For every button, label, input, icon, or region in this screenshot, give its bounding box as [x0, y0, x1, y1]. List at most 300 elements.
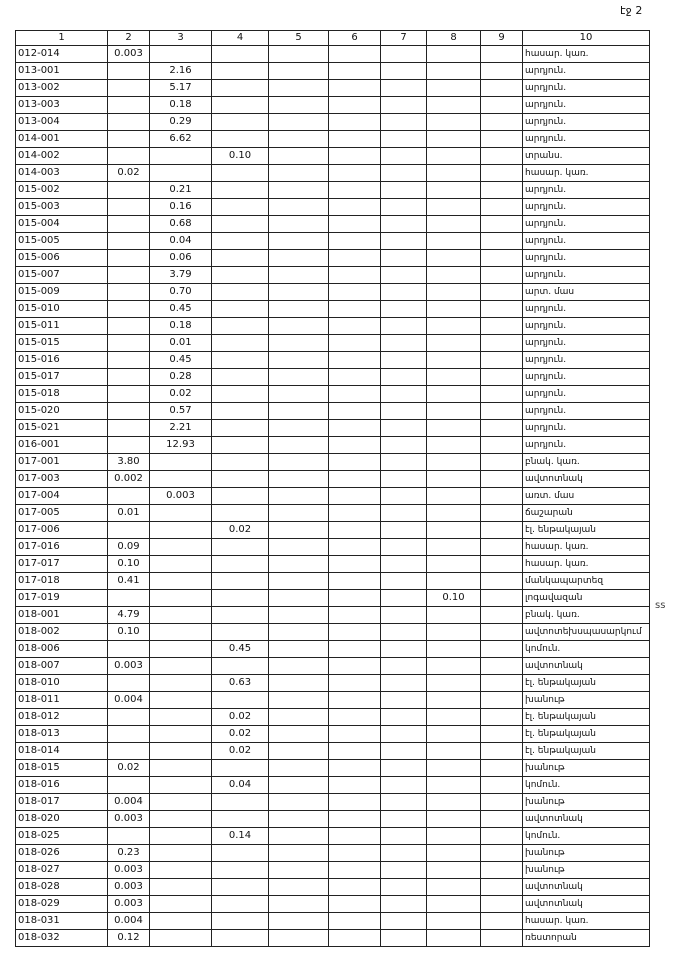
parcel-code-cell: 018-014	[16, 743, 108, 760]
value-cell-col-2	[108, 97, 150, 114]
value-cell-col-4: 0.02	[212, 726, 269, 743]
value-cell-col-9	[481, 709, 523, 726]
table-row	[16, 284, 650, 301]
value-cell-col-2: 0.41	[108, 573, 150, 590]
parcel-code-cell: 018-012	[16, 709, 108, 726]
value-cell-col-7	[381, 573, 427, 590]
table-row	[16, 216, 650, 233]
value-cell-col-3: 6.62	[150, 131, 212, 148]
value-cell-col-9	[481, 369, 523, 386]
value-cell-col-6	[329, 216, 381, 233]
value-cell-col-4: 0.04	[212, 777, 269, 794]
value-cell-col-3: 0.21	[150, 182, 212, 199]
value-cell-col-5	[269, 879, 329, 896]
value-cell-col-2: 0.09	[108, 539, 150, 556]
value-cell-col-9	[481, 284, 523, 301]
parcel-code-cell: 013-001	[16, 63, 108, 80]
usage-cell: արդյուն.	[523, 420, 650, 437]
value-cell-col-4	[212, 199, 269, 216]
value-cell-col-4	[212, 182, 269, 199]
parcel-code-cell: 018-025	[16, 828, 108, 845]
usage-cell: արդյուն.	[523, 233, 650, 250]
value-cell-col-5	[269, 199, 329, 216]
value-cell-col-6	[329, 454, 381, 471]
value-cell-col-6	[329, 811, 381, 828]
value-cell-col-2	[108, 131, 150, 148]
value-cell-col-3	[150, 879, 212, 896]
value-cell-col-4	[212, 216, 269, 233]
land-table	[15, 30, 650, 947]
column-header-4: 4	[212, 31, 269, 46]
value-cell-col-3	[150, 641, 212, 658]
value-cell-col-4: 0.63	[212, 675, 269, 692]
table-row	[16, 641, 650, 658]
usage-cell: արդյուն.	[523, 403, 650, 420]
value-cell-col-9	[481, 80, 523, 97]
value-cell-col-9	[481, 743, 523, 760]
usage-cell: արդյուն.	[523, 97, 650, 114]
table-row	[16, 131, 650, 148]
value-cell-col-3	[150, 590, 212, 607]
value-cell-col-7	[381, 726, 427, 743]
value-cell-col-6	[329, 301, 381, 318]
value-cell-col-2	[108, 641, 150, 658]
header-row	[16, 31, 650, 46]
table-row	[16, 267, 650, 284]
value-cell-col-8	[427, 624, 481, 641]
value-cell-col-2: 0.003	[108, 658, 150, 675]
usage-cell: արդյուն.	[523, 267, 650, 284]
value-cell-col-8	[427, 930, 481, 947]
table-row	[16, 80, 650, 97]
usage-cell: հասար. կառ.	[523, 165, 650, 182]
value-cell-col-6	[329, 488, 381, 505]
column-header-7: 7	[381, 31, 427, 46]
value-cell-col-9	[481, 148, 523, 165]
value-cell-col-9	[481, 862, 523, 879]
value-cell-col-8	[427, 403, 481, 420]
parcel-code-cell: 018-011	[16, 692, 108, 709]
value-cell-col-5	[269, 828, 329, 845]
table-row	[16, 420, 650, 437]
value-cell-col-3	[150, 573, 212, 590]
value-cell-col-8	[427, 896, 481, 913]
value-cell-col-3	[150, 658, 212, 675]
value-cell-col-4	[212, 63, 269, 80]
parcel-code-cell: 018-001	[16, 607, 108, 624]
value-cell-col-9	[481, 352, 523, 369]
value-cell-col-8	[427, 471, 481, 488]
usage-cell: արդյուն.	[523, 369, 650, 386]
value-cell-col-6	[329, 505, 381, 522]
value-cell-col-4	[212, 233, 269, 250]
value-cell-col-6	[329, 658, 381, 675]
table-row	[16, 46, 650, 63]
value-cell-col-3: 0.04	[150, 233, 212, 250]
table-row	[16, 505, 650, 522]
value-cell-col-3: 12.93	[150, 437, 212, 454]
table-row	[16, 165, 650, 182]
value-cell-col-4	[212, 913, 269, 930]
value-cell-col-3: 0.45	[150, 352, 212, 369]
value-cell-col-7	[381, 641, 427, 658]
value-cell-col-6	[329, 726, 381, 743]
value-cell-col-5	[269, 80, 329, 97]
value-cell-col-4	[212, 46, 269, 63]
column-header-9: 9	[481, 31, 523, 46]
value-cell-col-9	[481, 522, 523, 539]
table-row	[16, 862, 650, 879]
column-header-5: 5	[269, 31, 329, 46]
parcel-code-cell: 015-020	[16, 403, 108, 420]
value-cell-col-6	[329, 165, 381, 182]
usage-cell: էլ. ենթակայան	[523, 709, 650, 726]
parcel-code-cell: 015-021	[16, 420, 108, 437]
value-cell-col-8	[427, 114, 481, 131]
table-row	[16, 794, 650, 811]
value-cell-col-5	[269, 505, 329, 522]
column-header-1: 1	[16, 31, 108, 46]
value-cell-col-4	[212, 692, 269, 709]
table-row	[16, 369, 650, 386]
value-cell-col-7	[381, 80, 427, 97]
parcel-code-cell: 017-006	[16, 522, 108, 539]
value-cell-col-9	[481, 420, 523, 437]
value-cell-col-8	[427, 80, 481, 97]
table-row	[16, 539, 650, 556]
usage-cell: կոմուն.	[523, 641, 650, 658]
parcel-code-cell: 018-017	[16, 794, 108, 811]
value-cell-col-5	[269, 216, 329, 233]
value-cell-col-5	[269, 420, 329, 437]
value-cell-col-4	[212, 454, 269, 471]
table-row	[16, 301, 650, 318]
value-cell-col-6	[329, 573, 381, 590]
value-cell-col-7	[381, 148, 427, 165]
value-cell-col-6	[329, 352, 381, 369]
usage-cell: տրանս.	[523, 148, 650, 165]
table-row	[16, 199, 650, 216]
value-cell-col-6	[329, 845, 381, 862]
value-cell-col-2: 0.003	[108, 879, 150, 896]
value-cell-col-9	[481, 454, 523, 471]
value-cell-col-5	[269, 250, 329, 267]
value-cell-col-6	[329, 148, 381, 165]
value-cell-col-6	[329, 46, 381, 63]
value-cell-col-3	[150, 930, 212, 947]
value-cell-col-3	[150, 505, 212, 522]
value-cell-col-8	[427, 573, 481, 590]
usage-cell: արդյուն.	[523, 335, 650, 352]
value-cell-col-3	[150, 811, 212, 828]
value-cell-col-5	[269, 97, 329, 114]
value-cell-col-3	[150, 148, 212, 165]
value-cell-col-5	[269, 896, 329, 913]
parcel-code-cell: 017-019	[16, 590, 108, 607]
value-cell-col-4	[212, 488, 269, 505]
value-cell-col-6	[329, 590, 381, 607]
value-cell-col-6	[329, 63, 381, 80]
value-cell-col-2	[108, 233, 150, 250]
value-cell-col-6	[329, 607, 381, 624]
usage-cell: խանութ	[523, 760, 650, 777]
value-cell-col-8	[427, 522, 481, 539]
value-cell-col-8	[427, 420, 481, 437]
usage-cell: ռեստորան	[523, 930, 650, 947]
value-cell-col-9	[481, 301, 523, 318]
value-cell-col-9	[481, 879, 523, 896]
usage-cell: հասար. կառ.	[523, 913, 650, 930]
value-cell-col-3	[150, 845, 212, 862]
value-cell-col-4	[212, 114, 269, 131]
parcel-code-cell: 015-016	[16, 352, 108, 369]
value-cell-col-3: 0.16	[150, 199, 212, 216]
value-cell-col-6	[329, 369, 381, 386]
table-row	[16, 386, 650, 403]
table-row	[16, 760, 650, 777]
value-cell-col-2	[108, 403, 150, 420]
value-cell-col-2: 0.003	[108, 811, 150, 828]
parcel-code-cell: 014-001	[16, 131, 108, 148]
value-cell-col-9	[481, 318, 523, 335]
table-row	[16, 454, 650, 471]
usage-cell: խանութ	[523, 692, 650, 709]
value-cell-col-5	[269, 114, 329, 131]
table-row	[16, 250, 650, 267]
value-cell-col-9	[481, 573, 523, 590]
value-cell-col-2	[108, 777, 150, 794]
value-cell-col-2: 0.01	[108, 505, 150, 522]
value-cell-col-6	[329, 80, 381, 97]
parcel-code-cell: 015-011	[16, 318, 108, 335]
parcel-code-cell: 015-004	[16, 216, 108, 233]
value-cell-col-6	[329, 267, 381, 284]
value-cell-col-7	[381, 624, 427, 641]
table-row	[16, 437, 650, 454]
usage-cell: էլ. ենթակայան	[523, 675, 650, 692]
value-cell-col-7	[381, 46, 427, 63]
value-cell-col-5	[269, 131, 329, 148]
table-row	[16, 488, 650, 505]
value-cell-col-7	[381, 930, 427, 947]
parcel-code-cell: 015-010	[16, 301, 108, 318]
value-cell-col-8	[427, 267, 481, 284]
value-cell-col-7	[381, 709, 427, 726]
value-cell-col-7	[381, 471, 427, 488]
value-cell-col-4	[212, 80, 269, 97]
value-cell-col-8	[427, 692, 481, 709]
table-row	[16, 709, 650, 726]
value-cell-col-7	[381, 165, 427, 182]
value-cell-col-5	[269, 675, 329, 692]
usage-cell: էլ. ենթակայան	[523, 522, 650, 539]
value-cell-col-3	[150, 777, 212, 794]
value-cell-col-8	[427, 131, 481, 148]
value-cell-col-7	[381, 760, 427, 777]
value-cell-col-6	[329, 97, 381, 114]
value-cell-col-8	[427, 828, 481, 845]
parcel-code-cell: 017-017	[16, 556, 108, 573]
value-cell-col-2: 0.003	[108, 46, 150, 63]
value-cell-col-2: 0.003	[108, 896, 150, 913]
value-cell-col-3	[150, 794, 212, 811]
value-cell-col-3: 0.68	[150, 216, 212, 233]
value-cell-col-2	[108, 80, 150, 97]
parcel-code-cell: 018-029	[16, 896, 108, 913]
value-cell-col-7	[381, 556, 427, 573]
value-cell-col-6	[329, 675, 381, 692]
value-cell-col-7	[381, 420, 427, 437]
parcel-code-cell: 018-006	[16, 641, 108, 658]
table-row	[16, 896, 650, 913]
value-cell-col-4	[212, 420, 269, 437]
value-cell-col-3	[150, 624, 212, 641]
parcel-code-cell: 018-010	[16, 675, 108, 692]
column-header-8: 8	[427, 31, 481, 46]
value-cell-col-2	[108, 437, 150, 454]
value-cell-col-6	[329, 318, 381, 335]
usage-cell: արդյուն.	[523, 352, 650, 369]
value-cell-col-8	[427, 199, 481, 216]
value-cell-col-5	[269, 590, 329, 607]
value-cell-col-6	[329, 471, 381, 488]
value-cell-col-8	[427, 369, 481, 386]
value-cell-col-4	[212, 403, 269, 420]
parcel-code-cell: 015-003	[16, 199, 108, 216]
table-row	[16, 403, 650, 420]
value-cell-col-4	[212, 811, 269, 828]
value-cell-col-8	[427, 216, 481, 233]
value-cell-col-5	[269, 913, 329, 930]
value-cell-col-9	[481, 607, 523, 624]
value-cell-col-8	[427, 165, 481, 182]
value-cell-col-6	[329, 522, 381, 539]
value-cell-col-2: 4.79	[108, 607, 150, 624]
value-cell-col-2: 0.003	[108, 862, 150, 879]
table-row	[16, 97, 650, 114]
value-cell-col-8	[427, 284, 481, 301]
usage-cell: խանութ	[523, 794, 650, 811]
value-cell-col-2	[108, 743, 150, 760]
value-cell-col-8	[427, 658, 481, 675]
usage-cell: լոգավազան	[523, 590, 650, 607]
value-cell-col-4	[212, 301, 269, 318]
table-row	[16, 63, 650, 80]
value-cell-col-5	[269, 335, 329, 352]
value-cell-col-7	[381, 182, 427, 199]
value-cell-col-7	[381, 811, 427, 828]
value-cell-col-7	[381, 743, 427, 760]
usage-cell: արդյուն.	[523, 80, 650, 97]
column-header-6: 6	[329, 31, 381, 46]
value-cell-col-5	[269, 539, 329, 556]
parcel-code-cell: 012-014	[16, 46, 108, 63]
value-cell-col-8	[427, 352, 481, 369]
value-cell-col-4	[212, 624, 269, 641]
usage-cell: հասար. կառ.	[523, 539, 650, 556]
value-cell-col-7	[381, 539, 427, 556]
value-cell-col-3	[150, 828, 212, 845]
value-cell-col-3: 0.45	[150, 301, 212, 318]
usage-cell: բնակ. կառ.	[523, 454, 650, 471]
side-mark: ss	[655, 600, 666, 611]
usage-cell: ավտոտնակ	[523, 896, 650, 913]
value-cell-col-7	[381, 199, 427, 216]
value-cell-col-3: 2.21	[150, 420, 212, 437]
table-row	[16, 913, 650, 930]
value-cell-col-3	[150, 726, 212, 743]
value-cell-col-9	[481, 845, 523, 862]
value-cell-col-6	[329, 896, 381, 913]
value-cell-col-3: 0.57	[150, 403, 212, 420]
value-cell-col-4	[212, 318, 269, 335]
value-cell-col-2	[108, 148, 150, 165]
value-cell-col-2	[108, 335, 150, 352]
value-cell-col-5	[269, 692, 329, 709]
parcel-code-cell: 013-003	[16, 97, 108, 114]
value-cell-col-4	[212, 165, 269, 182]
table-row	[16, 556, 650, 573]
usage-cell: արդյուն.	[523, 318, 650, 335]
value-cell-col-2	[108, 318, 150, 335]
usage-cell: արդյուն.	[523, 63, 650, 80]
value-cell-col-4	[212, 267, 269, 284]
value-cell-col-8	[427, 63, 481, 80]
parcel-code-cell: 013-004	[16, 114, 108, 131]
value-cell-col-3	[150, 539, 212, 556]
value-cell-col-7	[381, 369, 427, 386]
value-cell-col-8	[427, 760, 481, 777]
value-cell-col-5	[269, 607, 329, 624]
value-cell-col-2: 0.02	[108, 760, 150, 777]
value-cell-col-8	[427, 386, 481, 403]
value-cell-col-9	[481, 216, 523, 233]
value-cell-col-5	[269, 726, 329, 743]
value-cell-col-7	[381, 505, 427, 522]
value-cell-col-4	[212, 607, 269, 624]
value-cell-col-4	[212, 352, 269, 369]
value-cell-col-2: 0.002	[108, 471, 150, 488]
parcel-code-cell: 014-002	[16, 148, 108, 165]
value-cell-col-5	[269, 369, 329, 386]
table-row	[16, 743, 650, 760]
table-row	[16, 318, 650, 335]
parcel-code-cell: 015-006	[16, 250, 108, 267]
parcel-code-cell: 017-001	[16, 454, 108, 471]
parcel-code-cell: 013-002	[16, 80, 108, 97]
table-row	[16, 828, 650, 845]
value-cell-col-3	[150, 522, 212, 539]
value-cell-col-5	[269, 624, 329, 641]
value-cell-col-5	[269, 403, 329, 420]
value-cell-col-9	[481, 335, 523, 352]
value-cell-col-2: 0.10	[108, 624, 150, 641]
value-cell-col-7	[381, 692, 427, 709]
value-cell-col-8	[427, 488, 481, 505]
parcel-code-cell: 015-005	[16, 233, 108, 250]
value-cell-col-5	[269, 522, 329, 539]
parcel-code-cell: 017-003	[16, 471, 108, 488]
value-cell-col-9	[481, 658, 523, 675]
value-cell-col-3	[150, 913, 212, 930]
value-cell-col-2: 3.80	[108, 454, 150, 471]
value-cell-col-5	[269, 760, 329, 777]
value-cell-col-9	[481, 539, 523, 556]
value-cell-col-7	[381, 318, 427, 335]
value-cell-col-5	[269, 267, 329, 284]
usage-cell: հասար. կառ.	[523, 556, 650, 573]
value-cell-col-7	[381, 488, 427, 505]
